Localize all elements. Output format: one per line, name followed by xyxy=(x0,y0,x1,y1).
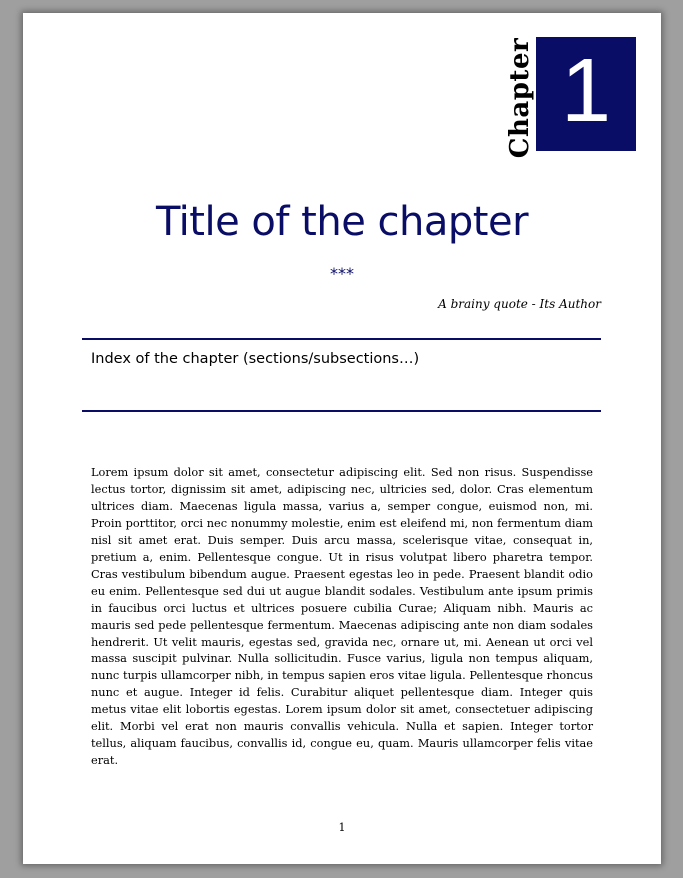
document-page xyxy=(23,13,661,864)
divider-bottom xyxy=(82,410,601,412)
chapter-number-box xyxy=(536,37,636,151)
chapter-number: 1 xyxy=(560,41,612,141)
divider-top xyxy=(82,338,601,340)
chapter-title: Title of the chapter xyxy=(155,199,529,245)
chapter-index: Index of the chapter (sections/subsections…) xyxy=(91,351,420,367)
body-paragraph: Lorem ipsum dolor sit amet, consectetur adipiscing elit. Sed non risus. Suspendisse lectus tortor, dignissim sit amet, adipiscing nec, ultricies sed, dolor. Cras elementum ultrices diam. Maecenas ligula massa, varius a, semper congue, euismod non, mi. Proin porttitor, orci nec nonummy molestie, enim est eleifend mi, non fermentum diam nisl sit amet erat. Duis semper. Duis arcu massa, scelerisque vitae, consequat in, pretium a, enim. Pellentesque congue. Ut in risus volutpat libero pharetra tempor. Cras vestibulum bibendum augue. Praesent egestas leo in pede. Praesent blandit odio eu enim. Pellentesque sed dui ut augue blandit sodales. Vestibulum ante ipsum primis in faucibus orci luctus et ultrices posuere cubilia Curae; Aliquam nibh. Mauris ac mauris sed pede pellentesque fermentum. Maecenas adipiscing ante non diam sodales hendrerit. Ut velit mauris, egestas sed, gravida nec, ornare ut, mi. Aenean ut orci vel massa suscipit pulvinar. Nulla sollicitudin. Fusce varius, ligula non tempus aliquam, nunc turpis ullamcorper nibh, in tempus sapien eros vitae ligula. Pellentesque rhoncus nunc et augue. Integer id felis. Curabitur aliquet pellentesque diam. Integer quis metus vitae elit lobortis egestas. Lorem ipsum dolor sit amet, consectetuer adipiscing elit. Morbi vel erat non mauris convallis vehicula. Nulla et sapien. Integer tortor tellus, aliquam faucibus, convallis id, congue eu, quam. Mauris ullamcorper felis vitae erat. xyxy=(91,465,593,768)
page-number: 1 xyxy=(338,821,346,834)
chapter-label-text: Chapter xyxy=(505,37,535,159)
ornament: *** xyxy=(330,264,354,283)
epigraph-quote: A brainy quote - Its Author xyxy=(438,297,601,311)
chapter-label xyxy=(505,37,535,159)
